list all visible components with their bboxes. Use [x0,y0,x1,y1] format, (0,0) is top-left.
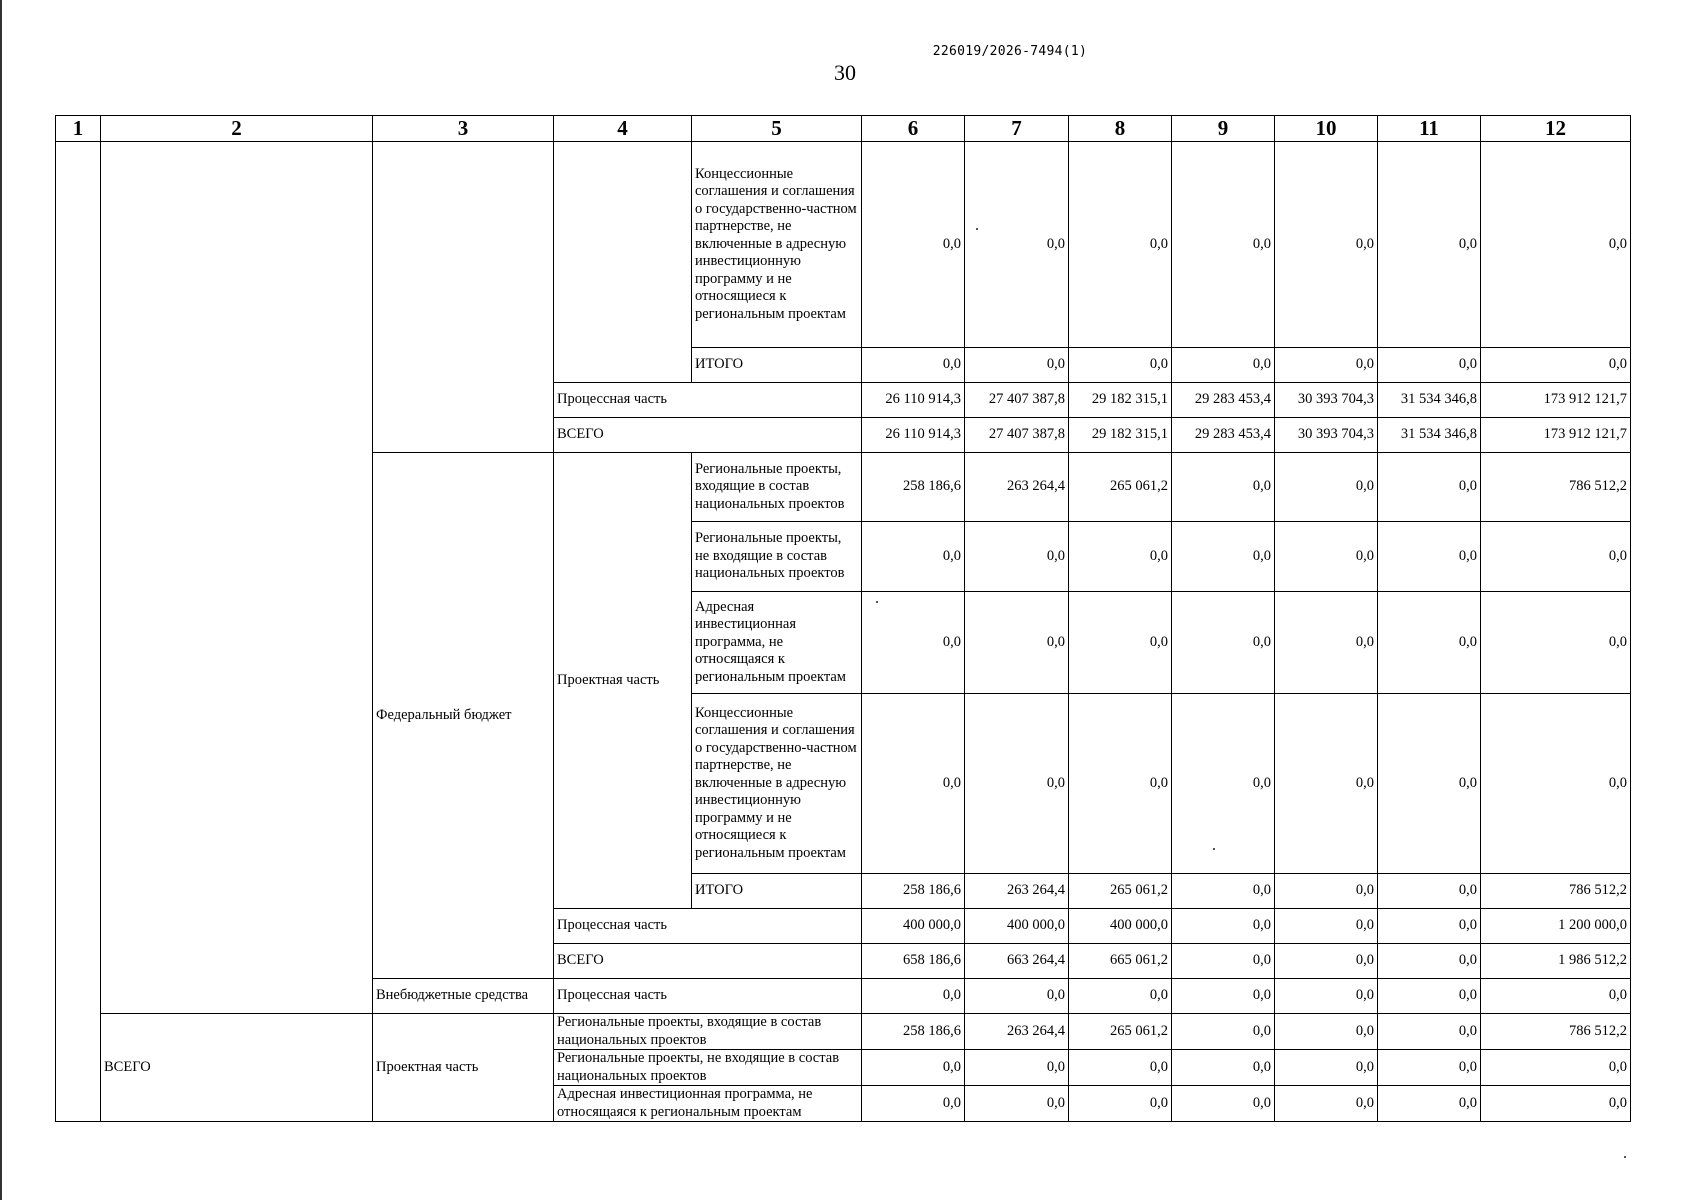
value-cell: 0,0 [1069,1086,1172,1122]
column-header: 3 [373,116,554,142]
value-cell: 0,0 [1069,522,1172,592]
value-cell: 265 061,2 [1069,453,1172,522]
value-cell: 0,0 [1069,979,1172,1014]
row-description: Региональные проекты, входящие в состав национальных проектов [692,453,862,522]
table-row [56,142,1631,348]
value-cell: 0,0 [1481,1086,1631,1122]
value-cell: 786 512,2 [1481,453,1631,522]
cell-empty [56,142,101,1122]
column-header: 4 [554,116,692,142]
scan-speck [1624,1156,1626,1158]
row-description: Концессионные соглашения и соглашения о государственно-частном партнерстве, не включенные в адресную инвестиционную программу и не относящиеся к региональным проектам [692,142,862,348]
column-header: 12 [1481,116,1631,142]
value-cell: 0,0 [1378,979,1481,1014]
value-cell: 0,0 [1069,1050,1172,1086]
cell-empty [373,142,554,453]
value-cell: 0,0 [1378,453,1481,522]
value-cell: 0,0 [1481,1050,1631,1086]
value-cell: 0,0 [862,348,965,383]
value-cell: 31 534 346,8 [1378,383,1481,418]
row-label: Процессная часть [554,979,862,1014]
value-cell: 0,0 [1275,1086,1378,1122]
value-cell: 0,0 [1275,592,1378,694]
value-cell: 0,0 [1275,909,1378,944]
value-cell: 0,0 [1172,944,1275,979]
value-cell: 0,0 [1172,694,1275,874]
value-cell: 0,0 [1481,522,1631,592]
value-cell: 400 000,0 [862,909,965,944]
total-label: ВСЕГО [101,1014,373,1122]
value-cell: 0,0 [1069,142,1172,348]
value-cell: 0,0 [1275,348,1378,383]
value-cell: 0,0 [965,142,1069,348]
budget-table [55,115,1631,1122]
value-cell: 0,0 [1172,979,1275,1014]
value-cell: 0,0 [1378,522,1481,592]
row-label: ВСЕГО [554,418,862,453]
column-header: 10 [1275,116,1378,142]
value-cell: 0,0 [1069,694,1172,874]
value-cell: 31 534 346,8 [1378,418,1481,453]
cell-empty [101,142,373,1014]
document-number: 226019/2026-7494(1) [932,44,1088,59]
value-cell: 1 200 000,0 [1481,909,1631,944]
column-header: 6 [862,116,965,142]
value-cell: 0,0 [965,1086,1069,1122]
column-header: 8 [1069,116,1172,142]
cell-empty [554,142,692,383]
value-cell: 258 186,6 [862,874,965,909]
value-cell: 0,0 [1275,1050,1378,1086]
row-label: Процессная часть [554,383,862,418]
value-cell: 0,0 [1069,348,1172,383]
value-cell: 0,0 [1172,522,1275,592]
value-cell: 263 264,4 [965,453,1069,522]
value-cell: 0,0 [1275,142,1378,348]
value-cell: 0,0 [1378,592,1481,694]
value-cell: 0,0 [1275,979,1378,1014]
row-description: Концессионные соглашения и соглашения о государственно-частном партнерстве, не включенные в адресную инвестиционную программу и не относящиеся к региональным проектам [692,694,862,874]
value-cell: 0,0 [862,1086,965,1122]
row-description: Региональные проекты, не входящие в состав национальных проектов [692,522,862,592]
value-cell: 258 186,6 [862,453,965,522]
value-cell: 0,0 [1172,592,1275,694]
value-cell: 0,0 [1172,142,1275,348]
value-cell: 0,0 [862,694,965,874]
value-cell: 0,0 [1481,348,1631,383]
value-cell: 29 283 453,4 [1172,383,1275,418]
value-cell: 665 061,2 [1069,944,1172,979]
row-label: Региональные проекты, не входящие в состав национальных проектов [554,1050,862,1086]
value-cell: 786 512,2 [1481,1014,1631,1050]
value-cell: 0,0 [1378,1014,1481,1050]
value-cell: 0,0 [1172,1050,1275,1086]
value-cell: 0,0 [1275,522,1378,592]
column-header: 2 [101,116,373,142]
column-header: 9 [1172,116,1275,142]
value-cell: 0,0 [862,979,965,1014]
value-cell: 786 512,2 [1481,874,1631,909]
column-header: 5 [692,116,862,142]
value-cell: 400 000,0 [965,909,1069,944]
part-label: Проектная часть [554,453,692,909]
row-label: Процессная часть [554,909,862,944]
value-cell: 27 407 387,8 [965,418,1069,453]
row-label: Адресная инвестиционная программа, не относящаяся к региональным проектам [554,1086,862,1122]
value-cell: 29 182 315,1 [1069,383,1172,418]
value-cell: 0,0 [862,1050,965,1086]
value-cell: 0,0 [1378,694,1481,874]
value-cell: 0,0 [965,348,1069,383]
value-cell: 0,0 [1378,944,1481,979]
column-number-row [56,116,1631,142]
value-cell: 0,0 [862,522,965,592]
value-cell: 258 186,6 [862,1014,965,1050]
value-cell: 0,0 [965,592,1069,694]
value-cell: 0,0 [1481,694,1631,874]
value-cell: 0,0 [1172,874,1275,909]
value-cell: 0,0 [965,979,1069,1014]
row-label: ВСЕГО [554,944,862,979]
page-number: 30 [834,60,856,85]
column-header: 11 [1378,116,1481,142]
value-cell: 0,0 [1378,142,1481,348]
value-cell: 265 061,2 [1069,1014,1172,1050]
part-label: Проектная часть [373,1014,554,1122]
value-cell: 663 264,4 [965,944,1069,979]
value-cell: 0,0 [1172,1086,1275,1122]
value-cell: 0,0 [1275,944,1378,979]
funding-source-label: Федеральный бюджет [373,453,554,979]
value-cell: 658 186,6 [862,944,965,979]
row-label: Региональные проекты, входящие в состав национальных проектов [554,1014,862,1050]
value-cell: 1 986 512,2 [1481,944,1631,979]
value-cell: 0,0 [1481,592,1631,694]
value-cell: 0,0 [1172,909,1275,944]
value-cell: 0,0 [1275,453,1378,522]
value-cell: 173 912 121,7 [1481,383,1631,418]
value-cell: 0,0 [965,522,1069,592]
value-cell: 0,0 [1378,909,1481,944]
value-cell: 263 264,4 [965,874,1069,909]
column-header: 1 [56,116,101,142]
value-cell: 27 407 387,8 [965,383,1069,418]
value-cell: 0,0 [1378,1050,1481,1086]
row-description: ИТОГО [692,874,862,909]
value-cell: 173 912 121,7 [1481,418,1631,453]
value-cell: 0,0 [862,142,965,348]
value-cell: 0,0 [1378,348,1481,383]
value-cell: 29 182 315,1 [1069,418,1172,453]
column-header: 7 [965,116,1069,142]
value-cell: 0,0 [1378,1086,1481,1122]
value-cell: 0,0 [1481,142,1631,348]
value-cell: 30 393 704,3 [1275,418,1378,453]
value-cell: 30 393 704,3 [1275,383,1378,418]
value-cell: 29 283 453,4 [1172,418,1275,453]
value-cell: 0,0 [1481,979,1631,1014]
value-cell: 0,0 [1275,694,1378,874]
scan-left-edge [0,0,2,1200]
value-cell: 26 110 914,3 [862,418,965,453]
value-cell: 0,0 [862,592,965,694]
value-cell: 0,0 [1275,874,1378,909]
funding-source-label: Внебюджетные средства [373,979,554,1014]
value-cell: 0,0 [1069,592,1172,694]
value-cell: 0,0 [1378,874,1481,909]
table-row [56,1014,1631,1050]
value-cell: 0,0 [1172,1014,1275,1050]
value-cell: 26 110 914,3 [862,383,965,418]
value-cell: 0,0 [1172,453,1275,522]
value-cell: 0,0 [965,1050,1069,1086]
value-cell: 263 264,4 [965,1014,1069,1050]
value-cell: 0,0 [965,694,1069,874]
value-cell: 0,0 [1172,348,1275,383]
row-description: ИТОГО [692,348,862,383]
value-cell: 0,0 [1275,1014,1378,1050]
row-description: Адресная инвестиционная программа, не относящаяся к региональным проектам [692,592,862,694]
value-cell: 265 061,2 [1069,874,1172,909]
value-cell: 400 000,0 [1069,909,1172,944]
